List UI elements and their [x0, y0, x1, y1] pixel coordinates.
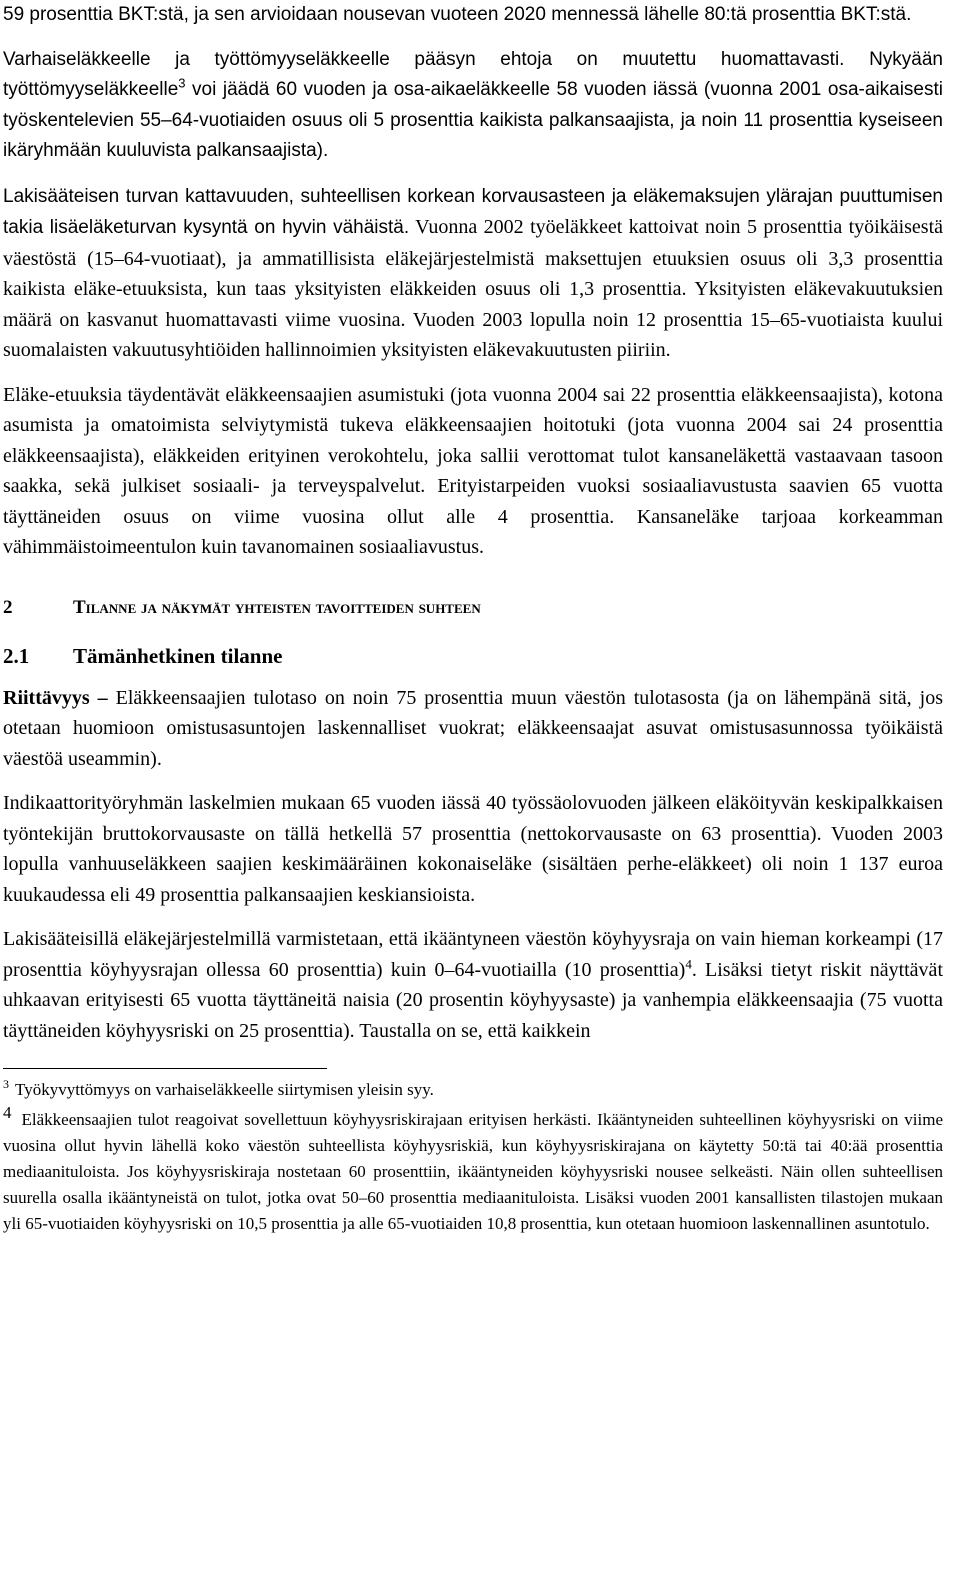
- paragraph-early-retirement-a: Varhaiseläkkeelle ja työttömyyseläkkeelle pääsyn ehtoja on muutettu huomattavasti. Nykyään työttömyyseläkkeelle: [3, 48, 943, 100]
- subsection-number: 2.1: [3, 643, 30, 668]
- paragraph-adequacy-lead: Riittävyys –: [3, 686, 116, 709]
- paragraph-supplementary-pensions-b: Vuonna 2002 työeläkkeet kattoivat noin 5 prosenttia työikäisestä väestöstä (15–64-vuotiaat), ja ammatillisista eläkejärjestelmistä maksettujen etuuksien osuus oli 3,3 prosenttia kaikista eläke-etuuksista, kun taas yksityisten eläkkeiden osuus oli 1,3 prosenttia. Yksityisten eläkevakuutuksien määrä on kasvanut huomattavasti viime vuosina. Vuoden 2003 lopulla noin 12 prosenttia 15–65-vuotiaista kuului suomalaisten vakuutusyhtiöiden hallinnoimien yksityisten eläkevakuutusten piiriin.: [3, 216, 944, 361]
- paragraph-poverty-risk-a: Lakisääteisillä eläkejärjestelmillä varmistetaan, että ikääntyneen väestön köyhyysraja on vain hieman korkeampi (17 prosenttia köyhyysrajan ollessa 60 prosenttia) kuin 0–64-vuotiailla (10 prosenttia): [3, 928, 943, 981]
- subsection-title: Tämänhetkinen tilanne: [73, 643, 283, 668]
- footnote-divider: [3, 1068, 327, 1069]
- paragraph-adequacy-text: Eläkkeensaajien tulotaso on noin 75 prosenttia muun väestön tulotasosta (ja on lähempänä sitä, jos otetaan huomioon omistusasuntojen laskennalliset vuokrat; eläkkeensaajat asuvat omistusasunnossa työikäistä väestöä useammin).: [3, 686, 943, 770]
- subsection-heading: [3, 641, 943, 671]
- document-page: [3, 0, 943, 1237]
- paragraph-poverty-risk-b: . Lisäksi tietyt riskit näyttävät uhkaavan erityisesti 65 vuotta täyttäneitä naisia (20 prosentin köyhyysaste) ja vanhempia eläkkeensaajia (75 vuotta täyttäneiden köyhyysriski on 25 prosenttia). Taustalla on se, että kaikkein: [3, 958, 943, 1042]
- section-number: 2: [3, 596, 13, 618]
- footnote-3-text: Työkyvyttömyys on varhaiseläkkeelle siirtymisen yleisin syy.: [15, 1080, 434, 1099]
- footnote-ref-4: 4: [685, 955, 692, 971]
- paragraph-gdp: 59 prosenttia BKT:stä, ja sen arvioidaan nousevan vuoteen 2020 mennessä lähelle 80:tä prosenttia BKT:stä.: [3, 4, 912, 25]
- paragraph-supplementary-pensions: [3, 181, 943, 366]
- paragraph-supplementary-pensions-a: Lakisääteisen turvan kattavuuden, suhteellisen korkean korvausasteen ja eläkemaksujen ylärajan puuttumisen takia lisäeläketurvan kysyntä on hyvin vähäistä.: [3, 185, 943, 238]
- footnote-3: [3, 1077, 943, 1103]
- paragraph-benefits: Eläke-etuuksia täydentävät eläkkeensaajien asumistuki (jota vuonna 2004 sai 22 prosenttia eläkkeensaajista), kotona asumista ja omatoimista selviytymistä tukeva eläkkeensaajien hoitotuki (jota vuonna 2004 sai 24 prosenttia eläkkeensaajista), eläkkeiden erityinen verokohtelu, joka sallii verottomat tulot kansaneläkettä vastaavaan tasoon saakka, sekä julkiset sosiaali- ja terveyspalvelut. Erityistarpeiden vuoksi sosiaaliavustusta saavien 65 vuotta täyttäneiden osuus on viime vuosina ollut alle 4 prosenttia. Kansaneläke tarjoaa korkeamman vähimmäistoimeentulon kuin tavanomainen sosiaaliavustus.: [3, 383, 943, 558]
- section-heading: [3, 593, 943, 623]
- footnote-ref-3: 3: [178, 75, 186, 91]
- section-title: Tilanne ja näkymät yhteisten tavoitteiden suhteen: [73, 596, 481, 618]
- paragraph-replacement-rate: Indikaattorityöryhmän laskelmien mukaan 65 vuoden iässä 40 työssäolovuoden jälkeen eläköityvän keskipalkkaisen työntekijän bruttokorvausaste on tällä hetkellä 57 prosenttia (nettokorvausaste on 63 prosenttia). Vuoden 2003 lopulla vanhuuseläkkeen saajien keskimääräinen kokonaiseläke (sisältäen perhe-eläkkeet) oli noin 1 137 euroa kuukaudessa eli 49 prosenttia palkansaajien keskiansioista.: [3, 792, 943, 906]
- paragraph-poverty-risk: [3, 924, 943, 1046]
- footnote-4-number: 4: [3, 1103, 12, 1123]
- footnote-4-text: Eläkkeensaajien tulot reagoivat sovellettuun köyhyysriskirajaan erityisen herkästi. Ikääntyneiden suhteellinen köyhyysriski on viime vuosina ollut hyvin lähellä koko väestön suhteellista köyhyysriskiä, kun köyhyysriskirajana on käytetty 50:tä tai 40:ää prosenttia mediaanituloista. Jos köyhyysriskiraja nostetaan 60 prosenttiin, ikääntyneiden köyhyysriski nousee selkeästi. Näin ollen suhteellisen suurella osalla ikääntyneistä on tulot, jotka ovat 50–60 prosenttia mediaanituloista. Lisäksi vuoden 2001 kansallisten tilastojen mukaan yli 65-vuotiaiden köyhyysriski on 10,5 prosenttia ja alle 65-vuotiaiden 10,8 prosenttia, kun otetaan huomioon laskennallinen asuntotulo.: [3, 1110, 943, 1233]
- paragraph-adequacy: [3, 683, 943, 775]
- paragraph-early-retirement: [3, 45, 943, 167]
- paragraph-early-retirement-b: voi jäädä 60 vuoden ja osa-aikaeläkkeelle 58 vuoden iässä (vuonna 2001 osa-aikaisesti työskentelevien 55–64-vuotiaiden osuus oli 5 prosenttia kaikista palkansaajista, ja noin 11 prosenttia kyseiseen ikäryhmään kuuluvista palkansaajista).: [3, 79, 943, 161]
- footnote-4: [3, 1103, 943, 1237]
- footnote-3-number: 3: [3, 1077, 9, 1092]
